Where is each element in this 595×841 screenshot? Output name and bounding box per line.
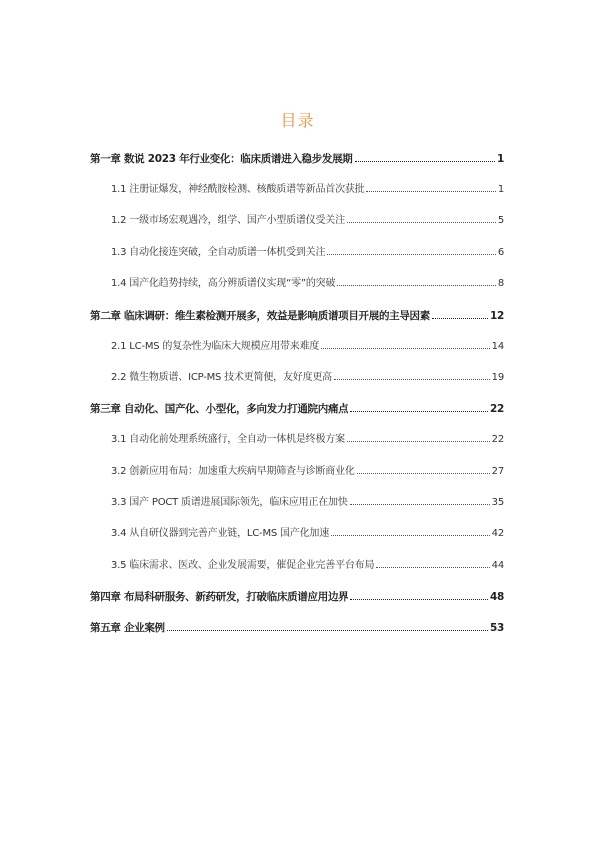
toc-dot-leader [350, 503, 490, 505]
toc-section-entry[interactable] [90, 433, 504, 447]
toc-page-number: 22 [489, 403, 504, 415]
toc-entry-label: 第三章 自动化、国产化、小型化，多向发力打通院内痛点 [90, 403, 349, 415]
toc-entry-label: 3.4 从自研仪器到完善产业链，LC-MS 国产化加速 [111, 528, 329, 539]
toc-page-number: 12 [489, 310, 504, 322]
toc-section-entry[interactable] [90, 340, 504, 354]
toc-dot-leader [331, 534, 490, 536]
toc-entry-label: 3.1 自动化前处理系统盛行，全自动一体机是终极方案 [111, 434, 345, 445]
toc-dot-leader [350, 598, 488, 600]
toc-chapter-entry[interactable] [90, 621, 504, 635]
toc-section-entry[interactable] [90, 246, 504, 260]
toc-dot-leader [355, 160, 495, 162]
toc-page-number: 19 [491, 372, 504, 383]
toc-section-entry[interactable] [90, 371, 504, 385]
toc-dot-leader [347, 440, 490, 442]
toc-dot-leader [357, 472, 490, 474]
page-title: 目录 [280, 111, 315, 130]
toc-chapter-entry[interactable] [90, 309, 504, 323]
toc-entry-label: 1.4 国产化趋势持续，高分辨质谱仪实现“零”的突破 [111, 278, 336, 289]
toc-dot-leader [337, 284, 496, 286]
toc-entry-label: 2.1 LC-MS 的复杂性为临床大规模应用带来难度 [111, 341, 320, 352]
toc-entry-label: 第一章 数说 2023 年行业变化：临床质谱进入稳步发展期 [90, 153, 353, 165]
toc-chapter-entry[interactable] [90, 402, 504, 416]
toc-page-number: 22 [491, 434, 504, 445]
toc-page-number: 8 [497, 278, 504, 289]
toc-dot-leader [167, 629, 488, 631]
toc-section-entry[interactable] [90, 559, 504, 573]
toc-section-entry[interactable] [90, 277, 504, 291]
toc-entry-label: 3.3 国产 POCT 质谱进展国际领先，临床应用正在加快 [111, 497, 348, 508]
toc-chapter-entry[interactable] [90, 590, 504, 604]
toc-entry-label: 1.3 自动化接连突破，全自动质谱一体机受到关注 [111, 247, 326, 258]
toc-section-entry[interactable] [90, 183, 504, 197]
toc-page-number: 6 [497, 247, 504, 258]
toc-section-entry[interactable] [90, 496, 504, 510]
toc-entry-label: 第二章 临床调研：维生素检测开展多，效益是影响质谱项目开展的主导因素 [90, 310, 430, 322]
toc-page-number: 1 [496, 153, 504, 165]
toc-entry-label: 2.2 微生物质谱、ICP-MS 技术更简便，友好度更高 [111, 372, 332, 383]
toc-page-number: 35 [491, 497, 504, 508]
toc-dot-leader [432, 317, 488, 319]
toc-dot-leader [347, 221, 496, 223]
toc-page-number: 44 [491, 560, 504, 571]
toc-dot-leader [376, 566, 489, 568]
toc-section-entry[interactable] [90, 214, 504, 228]
toc-entry-label: 1.1 注册证爆发，神经酰胺检测、核酸质谱等新品首次获批 [111, 184, 365, 195]
toc-page-number: 48 [489, 591, 504, 603]
toc-chapter-entry[interactable] [90, 152, 504, 166]
toc-dot-leader [334, 378, 490, 380]
toc-entry-label: 第五章 企业案例 [90, 622, 165, 634]
toc-entry-label: 3.2 创新应用布局：加速重大疾病早期筛查与诊断商业化 [111, 466, 355, 477]
toc-page-number: 53 [489, 622, 504, 634]
toc-dot-leader [321, 347, 489, 349]
toc-entry-label: 第四章 布局科研服务、新药研发，打破临床质谱应用边界 [90, 591, 349, 603]
toc-page-number: 42 [491, 528, 504, 539]
toc-dot-leader [350, 410, 488, 412]
toc-dot-leader [366, 190, 495, 192]
toc-page-number: 14 [491, 341, 504, 352]
toc-section-entry[interactable] [90, 527, 504, 541]
toc-dot-leader [327, 253, 496, 255]
toc-entry-label: 3.5 临床需求、医改、企业发展需要，催促企业完善平台布局 [111, 560, 375, 571]
toc-page-number: 5 [497, 215, 504, 226]
toc-section-entry[interactable] [90, 465, 504, 479]
toc-entry-label: 1.2 一级市场宏观遇冷，组学、国产小型质谱仪受关注 [111, 215, 345, 226]
toc-page-number: 1 [497, 184, 504, 195]
toc-page-number: 27 [491, 466, 504, 477]
